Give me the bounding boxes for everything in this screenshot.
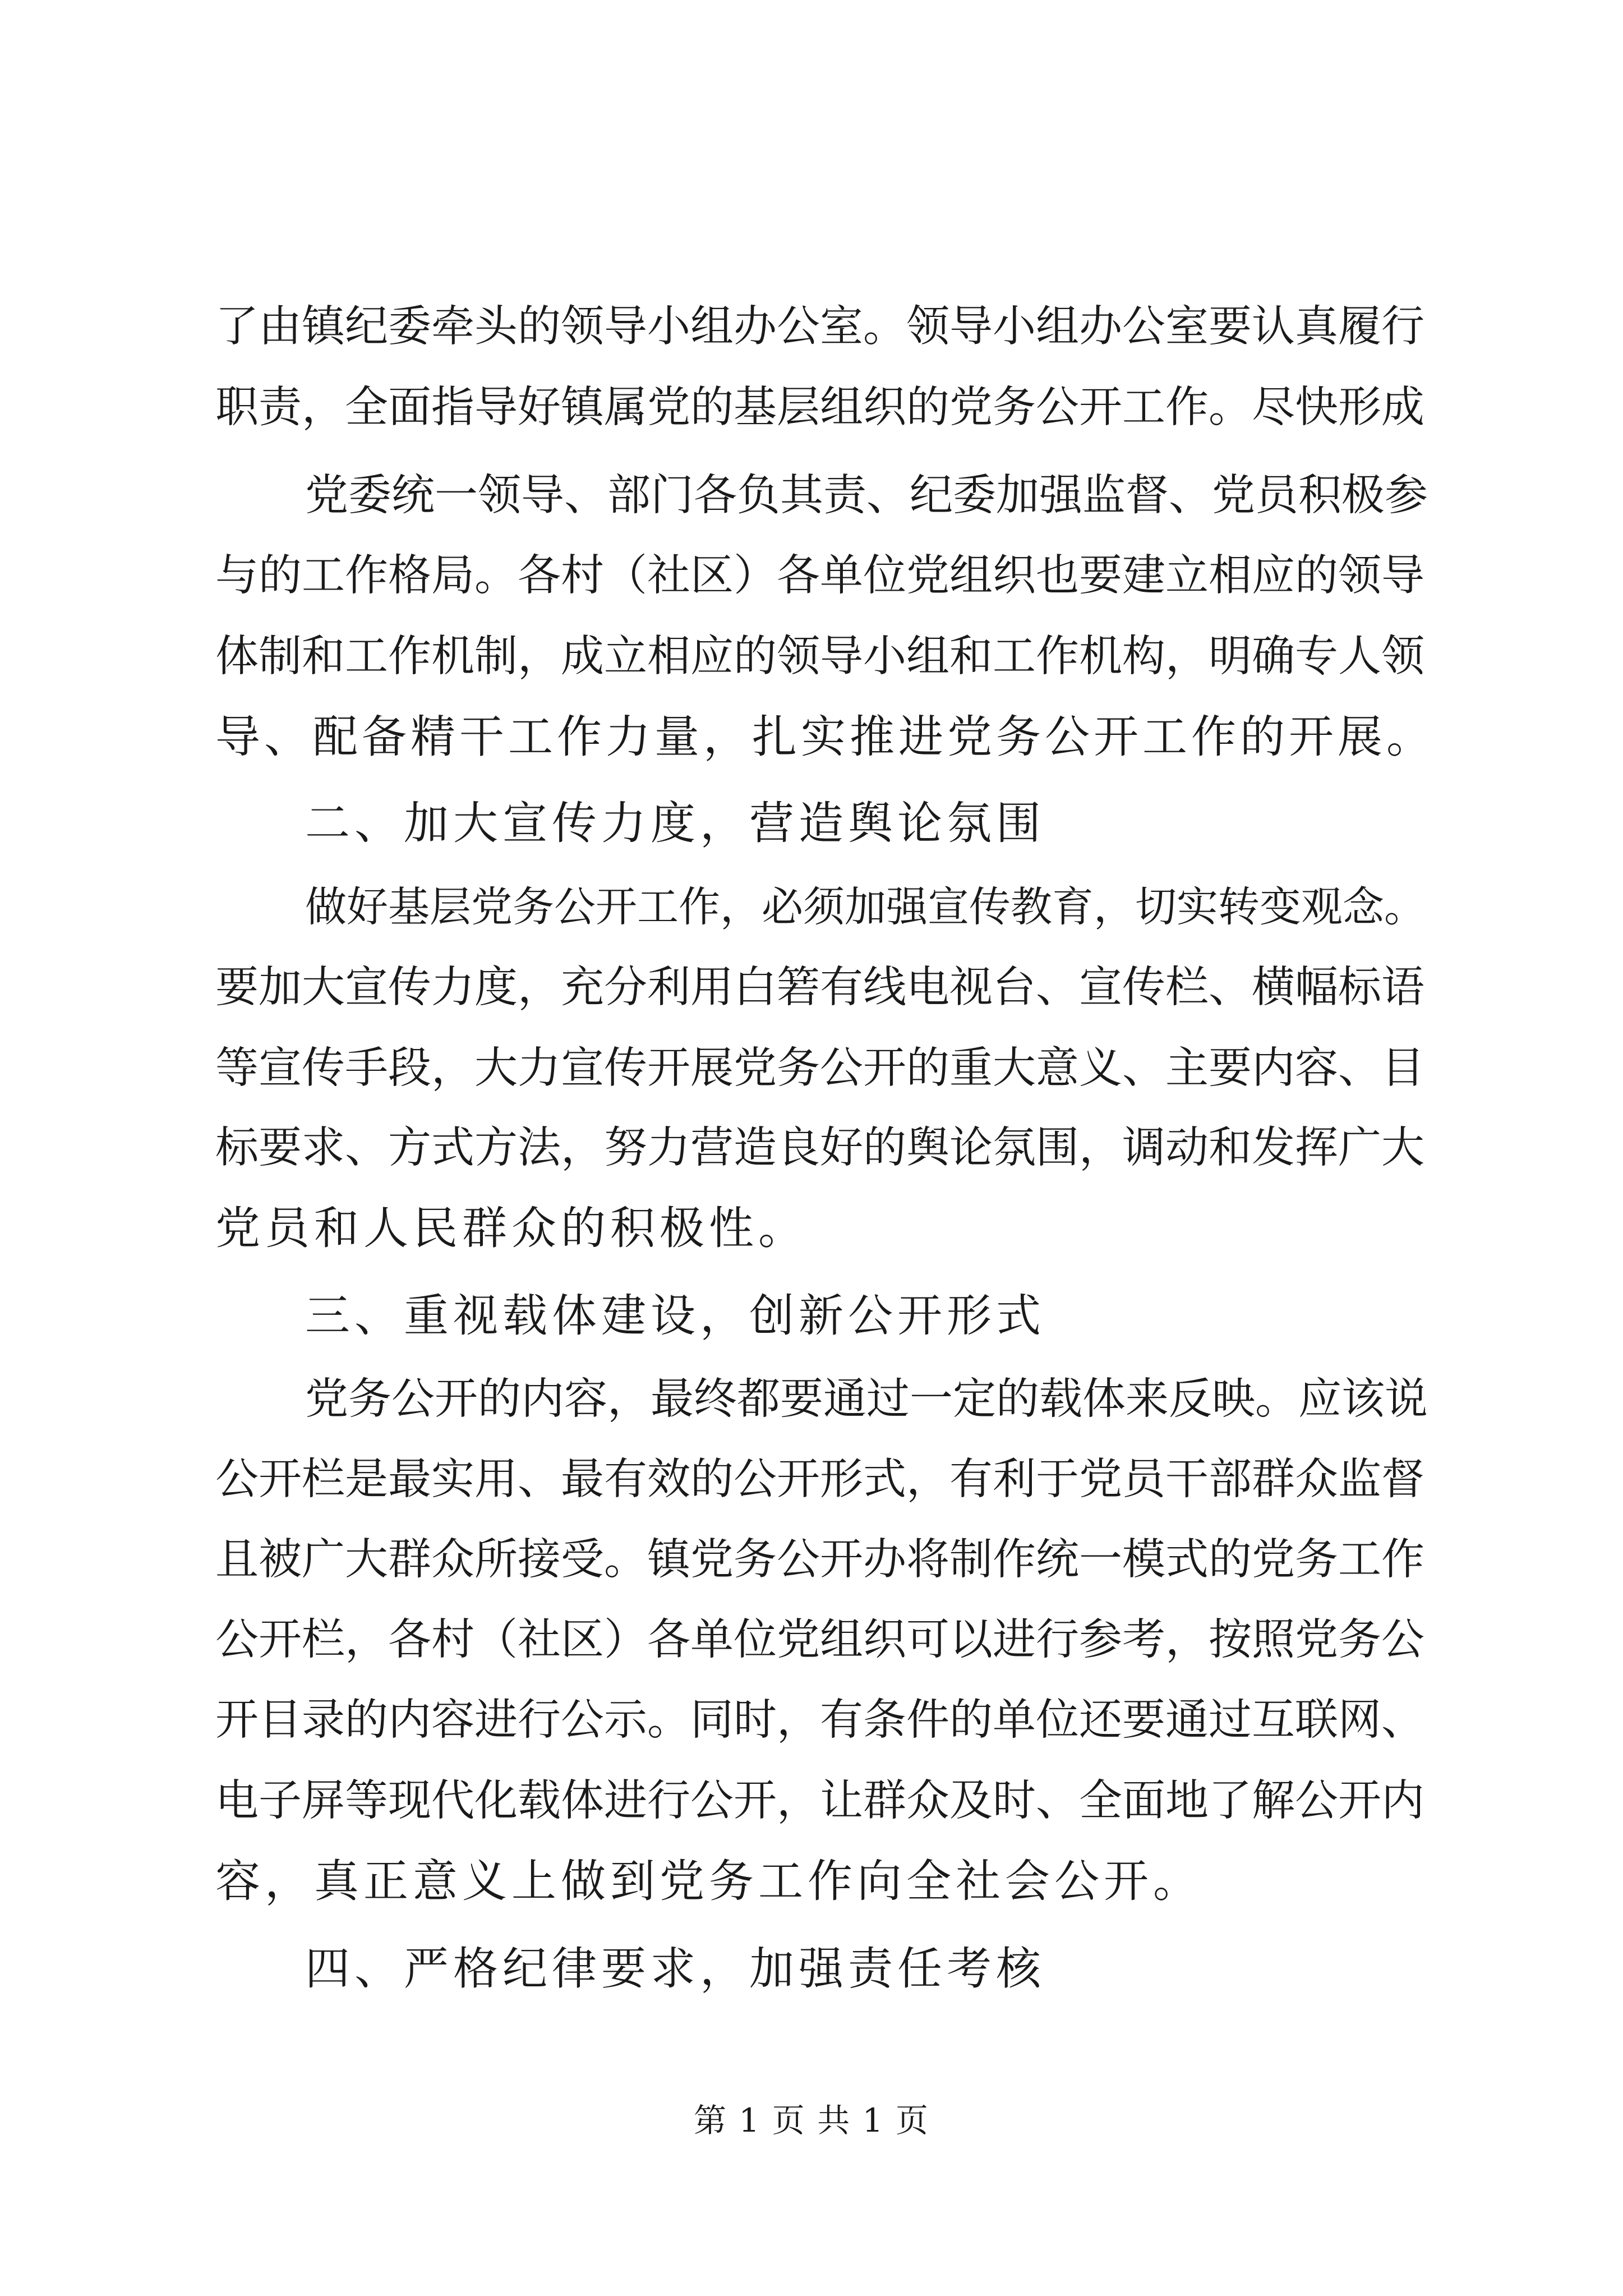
body-line: 了由镇纪委牵头的领导小组办公室。领导小组办公室要认真履行: [215, 302, 1424, 352]
section-heading: 二、加大宣传力度，营造舆论氛围: [305, 797, 1045, 849]
body-line: 党员和人民群众的积极性。: [215, 1202, 808, 1254]
section-heading: 四、严格纪律要求，加强责任考核: [305, 1943, 1045, 1995]
body-line: 标要求、方式方法，努力营造良好的舆论氛围，调动和发挥广大: [215, 1123, 1424, 1173]
body-line: 导、配备精干工作力量，扎实推进党务公开工作的开展。: [215, 711, 1435, 763]
body-line: 容，真正意义上做到党务工作向全社会公开。: [215, 1855, 1202, 1907]
body-line: 党委统一领导、部门各负其责、纪委加强监督、党员积极参: [305, 471, 1428, 521]
body-line: 开目录的内容进行公示。同时，有条件的单位还要通过互联网、: [215, 1695, 1424, 1745]
body-line: 公开栏是最实用、最有效的公开形式，有利于党员干部群众监督: [215, 1455, 1424, 1504]
body-line: 且被广大群众所接受。镇党务公开办将制作统一模式的党务工作: [215, 1535, 1424, 1585]
body-line: 要加大宣传力度，充分利用白箬有线电视台、宣传栏、横幅标语: [215, 963, 1424, 1013]
body-line: 党务公开的内容，最终都要通过一定的载体来反映。应该说: [305, 1374, 1428, 1424]
section-heading: 三、重视载体建设，创新公开形式: [305, 1290, 1045, 1342]
page-footer: 第 1 页 共 1 页: [694, 2101, 929, 2139]
body-line: 与的工作格局。各村（社区）各单位党组织也要建立相应的领导: [215, 551, 1424, 601]
body-line: 等宣传手段，大力宣传开展党务公开的重大意义、主要内容、目: [215, 1043, 1424, 1093]
body-line: 做好基层党务公开工作，必须加强宣传教育，切实转变观念。: [305, 883, 1426, 931]
body-line: 职责，全面指导好镇属党的基层组织的党务公开工作。尽快形成: [215, 383, 1424, 432]
body-line: 公开栏，各村（社区）各单位党组织可以进行参考，按照党务公: [215, 1615, 1424, 1665]
body-line: 体制和工作机制，成立相应的领导小组和工作机构，明确专人领: [215, 632, 1424, 682]
body-line: 电子屏等现代化载体进行公开，让群众及时、全面地了解公开内: [215, 1776, 1424, 1826]
